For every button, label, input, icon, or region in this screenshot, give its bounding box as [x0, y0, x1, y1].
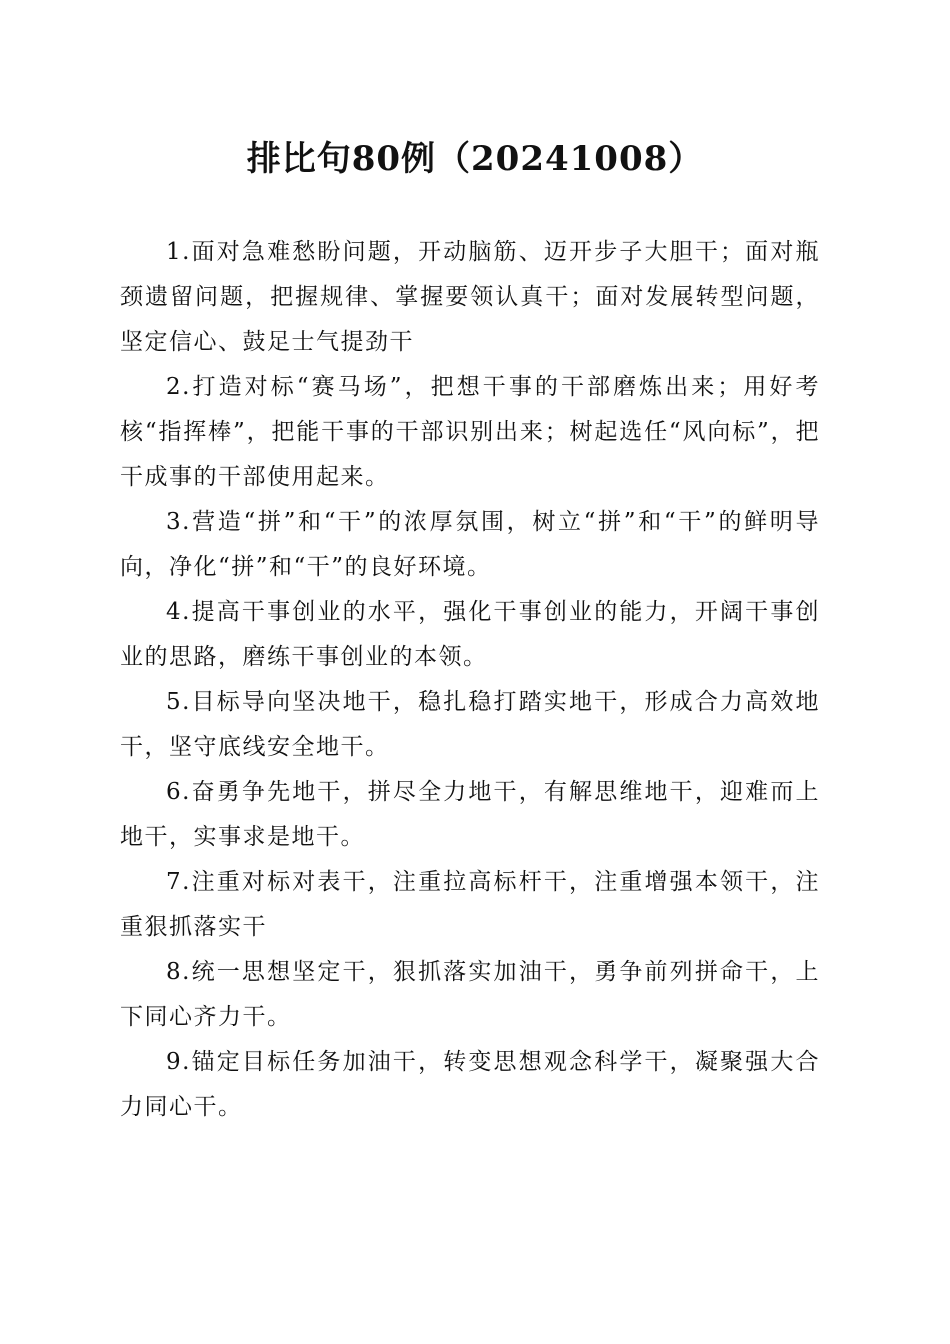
paragraph-6: 6.奋勇争先地干，拼尽全力地干，有解思维地干，迎难而上地干，实事求是地干。 [120, 779, 820, 850]
paragraph-8: 8.统一思想坚定干，狠抓落实加油干，勇争前列拼命干，上下同心齐力干。 [120, 959, 820, 1030]
paragraph-4: 4.提高干事创业的水平，强化干事创业的能力，开阔干事创业的思路，磨练干事创业的本领。 [120, 599, 820, 670]
paragraph-3: 3.营造“拼”和“干”的浓厚氛围，树立“拼”和“干”的鲜明导向，净化“拼”和“干”的良好环境。 [120, 509, 820, 580]
paragraph-2: 2.打造对标“赛马场”，把想干事的干部磨炼出来；用好考核“指挥棒”，把能干事的干部识别出来；树起选任“风向标”，把干成事的干部使用起来。 [120, 374, 820, 490]
paragraph-9: 9.锚定目标任务加油干，转变思想观念科学干，凝聚强大合力同心干。 [120, 1049, 820, 1120]
paragraph-7: 7.注重对标对表干，注重拉高标杆干，注重增强本领干，注重狠抓落实干 [120, 869, 820, 940]
document-title: 排比句80例（20241008） [246, 139, 704, 179]
document-body [120, 230, 820, 1130]
paragraph-1: 1.面对急难愁盼问题，开动脑筋、迈开步子大胆干；面对瓶颈遗留问题，把握规律、掌握要领认真干；面对发展转型问题，坚定信心、鼓足士气提劲干 [120, 239, 820, 355]
paragraph-5: 5.目标导向坚决地干，稳扎稳打踏实地干，形成合力高效地干，坚守底线安全地干。 [120, 689, 820, 760]
